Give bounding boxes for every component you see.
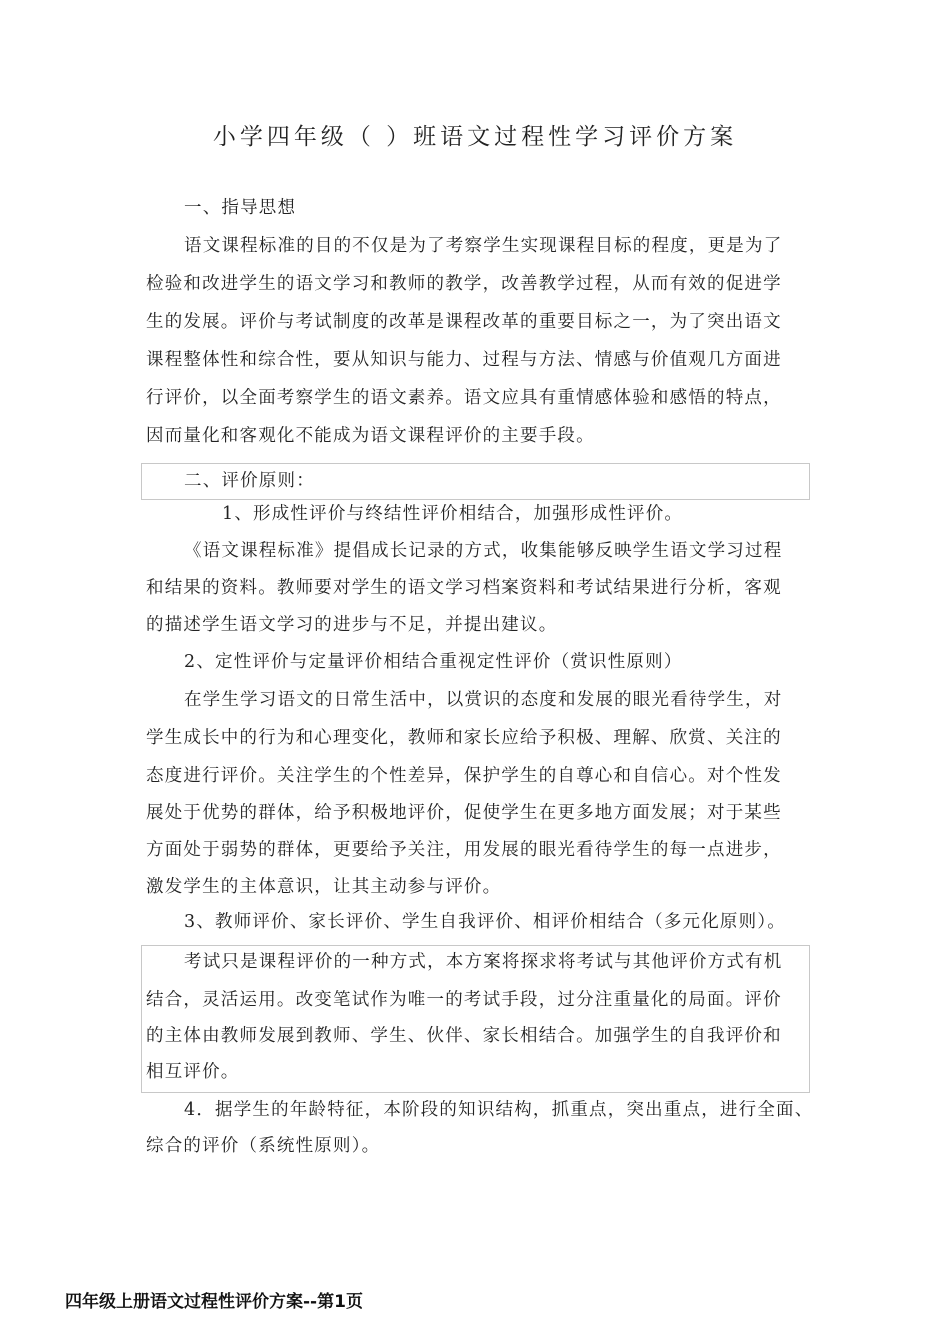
paragraph-line: 展处于优势的群体，给予积极地评价，促使学生在更多地方面发展；对于某些 <box>146 803 782 823</box>
paragraph-line: 在学生学习语文的日常生活中，以赏识的态度和发展的眼光看待学生，对 <box>184 690 783 710</box>
paragraph-line: 相互评价。 <box>146 1062 240 1082</box>
paragraph-line: 的主体由教师发展到教师、学生、伙伴、家长相结合。加强学生的自我评价和 <box>146 1026 782 1046</box>
principle-4-line: 4．据学生的年龄特征，本阶段的知识结构，抓重点，突出重点，进行全面、 <box>184 1100 814 1120</box>
paragraph-line: 学生成长中的行为和心理变化，教师和家长应给予积极、理解、欣赏、关注的 <box>146 728 782 748</box>
principle-heading-3: 3、教师评价、家长评价、学生自我评价、相评价相结合（多元化原则）。 <box>184 912 786 932</box>
paragraph-line: 《语文课程标准》提倡成长记录的方式，收集能够反映学生语文学习过程 <box>184 541 783 561</box>
paragraph-line: 检验和改进学生的语文学习和教师的教学，改善教学过程，从而有效的促进学 <box>146 274 782 294</box>
paragraph-line: 因而量化和客观化不能成为语文课程评价的主要手段。 <box>146 426 595 446</box>
paragraph-line: 考试只是课程评价的一种方式，本方案将探求将考试与其他评价方式有机 <box>184 952 783 972</box>
paragraph-line: 语文课程标准的目的不仅是为了考察学生实现课程目标的程度，更是为了 <box>184 236 783 256</box>
paragraph-line: 和结果的资料。教师要对学生的语文学习档案资料和考试结果进行分析，客观 <box>146 578 782 598</box>
paragraph-line: 结合，灵活运用。改变笔试作为唯一的考试手段，过分注重量化的局面。评价 <box>146 990 782 1010</box>
section-heading-guiding-ideology: 一、指导思想 <box>184 198 297 218</box>
paragraph-line: 方面处于弱势的群体，更要给予关注，用发展的眼光看待学生的每一点进步， <box>146 840 782 860</box>
page-footer: 四年级上册语文过程性评价方案--第1页 <box>65 1292 363 1312</box>
paragraph-line: 态度进行评价。关注学生的个性差异，保护学生的自尊心和自信心。对个性发 <box>146 766 782 786</box>
paragraph-line: 的描述学生语文学习的进步与不足，并提出建议。 <box>146 615 558 635</box>
principle-heading-2: 2、定性评价与定量评价相结合重视定性评价（赏识性原则） <box>184 652 683 672</box>
paragraph-line: 课程整体性和综合性，要从知识与能力、过程与方法、情感与价值观几方面进 <box>146 350 782 370</box>
paragraph-line: 激发学生的主体意识，让其主动参与评价。 <box>146 877 502 897</box>
principle-heading-1: 1、形成性评价与终结性评价相结合，加强形成性评价。 <box>222 504 684 524</box>
paragraph-line: 行评价，以全面考察学生的语文素养。语文应具有重情感体验和感悟的特点， <box>146 388 782 408</box>
paragraph-line: 生的发展。评价与考试制度的改革是课程改革的重要目标之一，为了突出语文 <box>146 312 782 332</box>
document-title: 小学四年级（ ）班语文过程性学习评价方案 <box>212 124 738 150</box>
paragraph-line: 综合的评价（系统性原则）。 <box>146 1136 381 1156</box>
section-heading-principles: 二、评价原则： <box>184 471 315 491</box>
